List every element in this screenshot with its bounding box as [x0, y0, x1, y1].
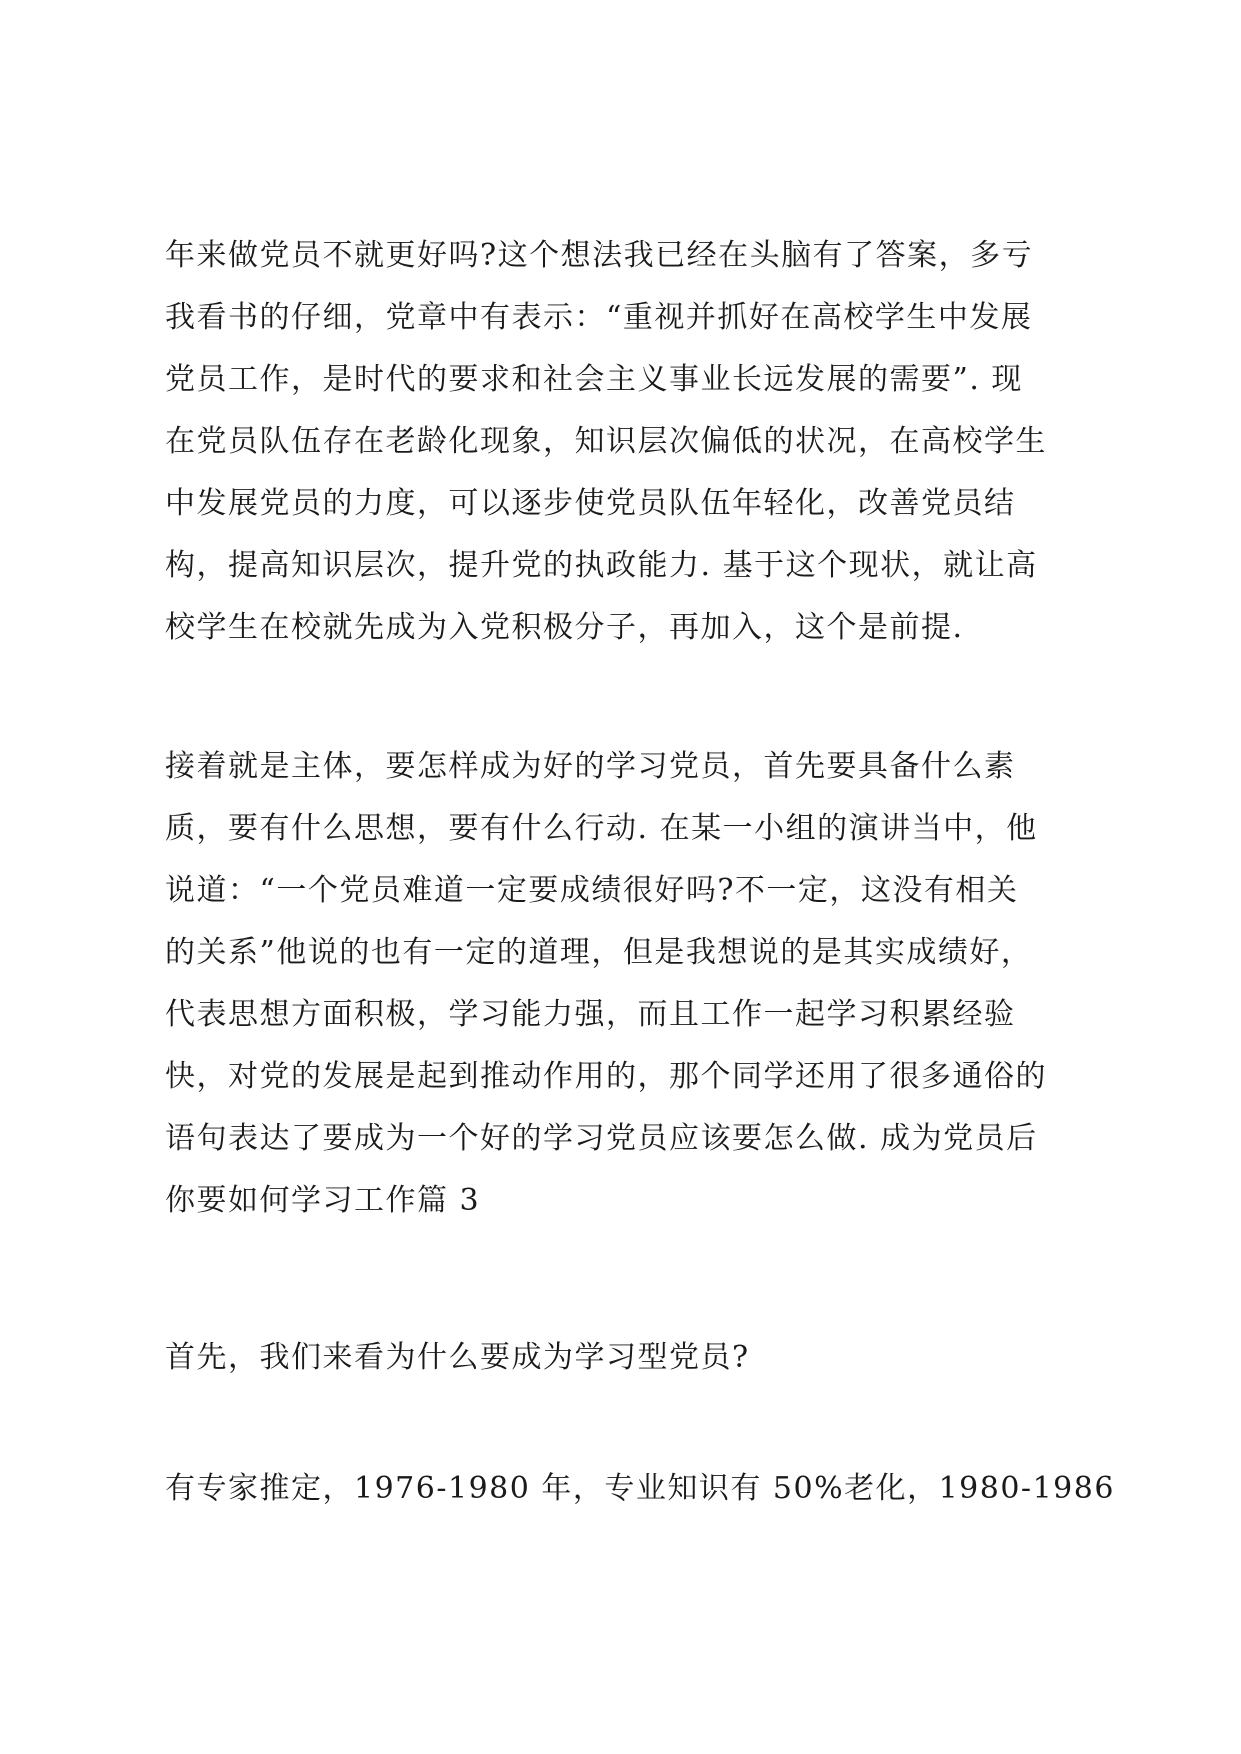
text-line: 有专家推定，1976-1980 年，专业知识有 50%老化，1980-1986 [165, 1471, 1115, 1506]
paragraph-1 [165, 225, 1095, 659]
text-line: 年来做党员不就更好吗?这个想法我已经在头脑有了答案，多亏 [165, 238, 1034, 273]
text-line: 接着就是主体，要怎样成为好的学习党员，首先要具备什么素 [165, 749, 1016, 784]
text-line: 快，对党的发展是起到推动作用的，那个同学还用了很多通俗的 [165, 1059, 1047, 1094]
text-line: 中发展党员的力度，可以逐步使党员队伍年轻化，改善党员结 [165, 486, 1016, 521]
text-line: 说道：“一个党员难道一定要成绩很好吗?不一定，这没有相关 [165, 873, 1019, 908]
text-line: 的关系”他说的也有一定的道理，但是我想说的是其实成绩好， [165, 935, 1033, 970]
text-line: 构，提高知识层次，提升党的执政能力. 基于这个现状，就让高 [165, 548, 1038, 583]
text-line: 党员工作，是时代的要求和社会主义事业长远发展的需要”. 现 [165, 362, 1023, 397]
text-line: 你要如何学习工作篇 3 [165, 1183, 481, 1218]
paragraph-2 [165, 736, 1095, 1232]
text-line: 在党员队伍存在老龄化现象，知识层次偏低的状况，在高校学生 [165, 424, 1047, 459]
text-line: 质，要有什么思想，要有什么行动. 在某一小组的演讲当中，他 [165, 811, 1038, 846]
text-line: 语句表达了要成为一个好的学习党员应该要怎么做. 成为党员后 [165, 1121, 1038, 1156]
paragraph-3 [165, 1327, 1095, 1389]
text-line: 代表思想方面积极，学习能力强，而且工作一起学习积累经验 [165, 997, 1016, 1032]
text-line: 首先，我们来看为什么要成为学习型党员? [165, 1340, 750, 1375]
paragraph-4 [165, 1458, 1115, 1520]
text-line: 我看书的仔细，党章中有表示：“重视并抓好在高校学生中发展 [165, 300, 1033, 335]
text-line: 校学生在校就先成为入党积极分子，再加入，这个是前提. [165, 610, 964, 645]
